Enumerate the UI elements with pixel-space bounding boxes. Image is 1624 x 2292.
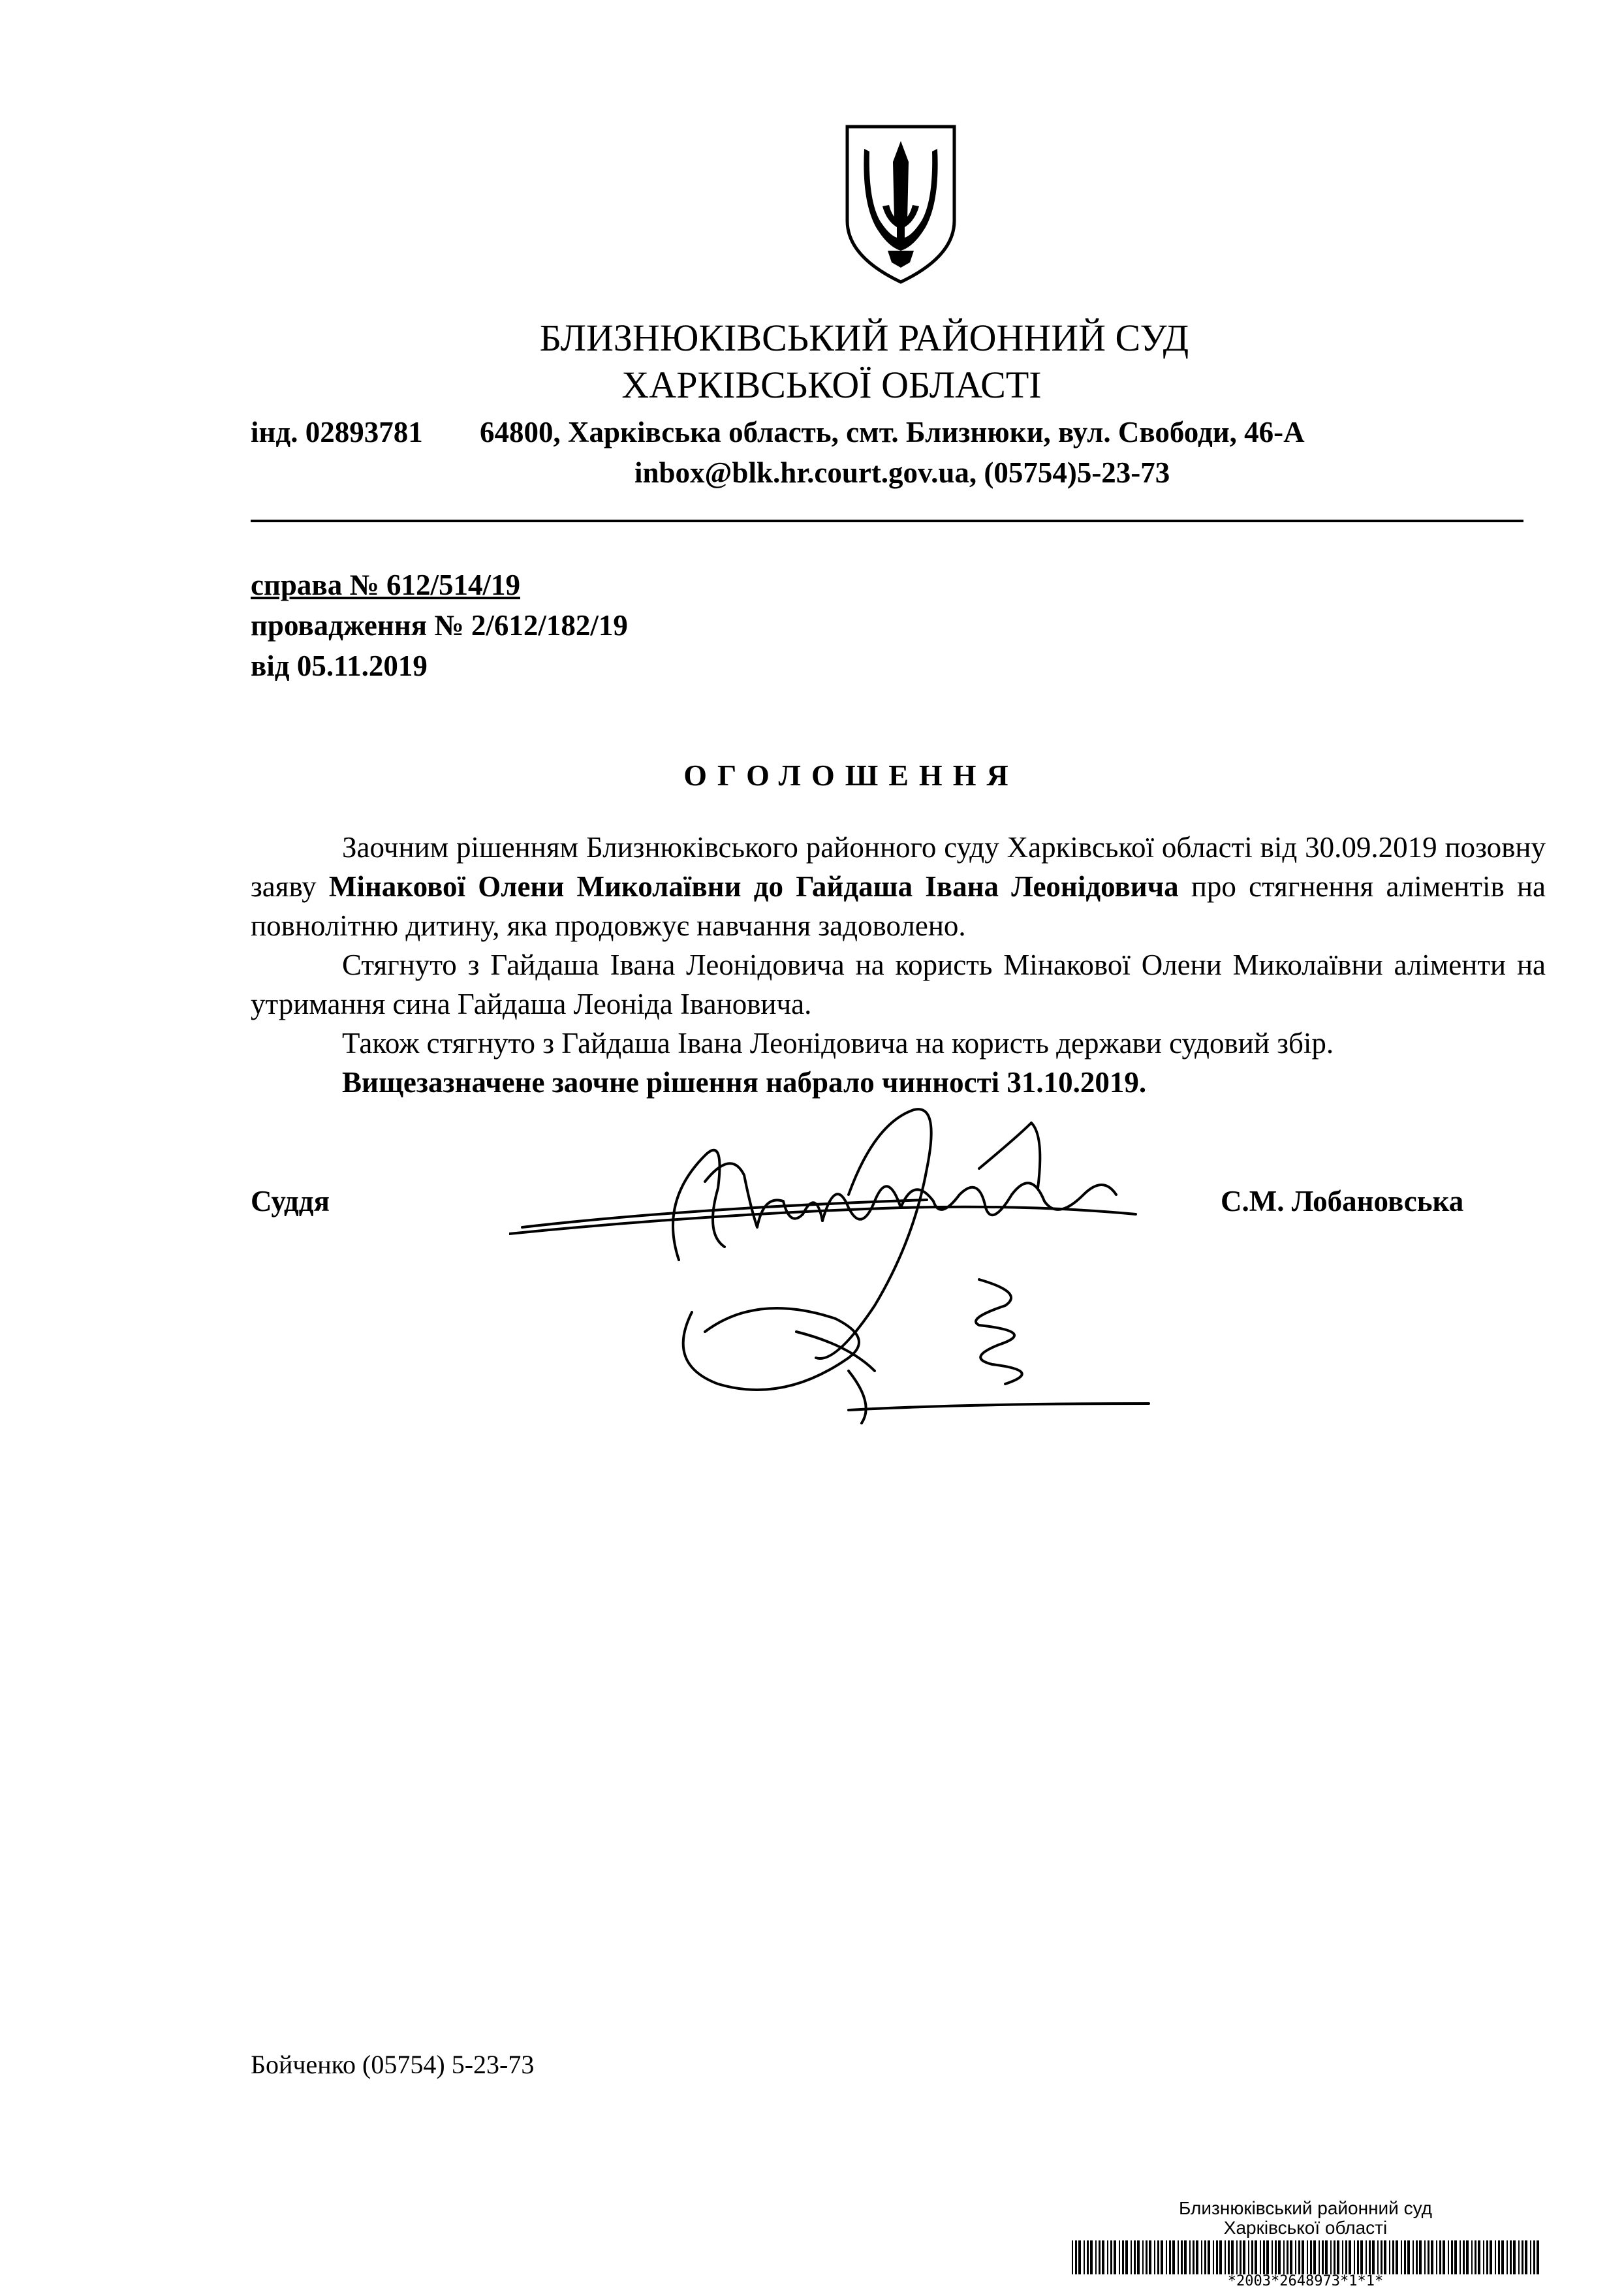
barcode-number: *2003*2648973*1*1*: [1227, 2273, 1384, 2289]
paragraph-2: Стягнуто з Гайдаша Івана Леонідовича на користь Мінакової Олени Миколаївни аліменти на утримання сина Гайдаша Леоніда Івановича.: [251, 949, 1546, 1020]
coat-of-arms-icon: [842, 123, 960, 286]
paragraph-1: [251, 828, 1546, 945]
court-address: 64800, Харківська область, смт. Близнюки, вул. Свободи, 46-А: [480, 416, 1305, 448]
paragraph-4: Вищезазначене заочне рішення набрало чинності 31.10.2019.: [342, 1066, 1147, 1099]
parties: Мінакової Олени Миколаївни до Гайдаша Івана Леонідовича: [328, 870, 1179, 903]
stamp-line2: Харківської області: [1223, 2218, 1388, 2238]
signer-name: С.М. Лобановська: [1221, 1185, 1464, 1217]
paragraph-1-end: про стягнення аліментів на повнолітню дитину, яка продовжує навчання задоволено.: [251, 870, 1546, 942]
proceeding-number: провадження № 2/612/182/19: [251, 609, 628, 642]
registry-stamp: [1070, 2199, 1540, 2238]
header-divider: [251, 520, 1523, 522]
court-contact: inbox@blk.hr.court.gov.ua, (05754)5-23-73: [634, 456, 1170, 489]
barcode-icon: [1070, 2240, 1540, 2274]
paragraph-3: Також стягнуто з Гайдаша Івана Леонідовича на користь держави судовий збір.: [342, 1027, 1334, 1060]
announcement-body: [251, 828, 1546, 1102]
paragraph-1-start: Заочним рішенням Близнюківського районного суду Харківської області від 30.09.2019 позовну заяву: [251, 831, 1546, 903]
document-title: ОГОЛОШЕННЯ: [683, 759, 1019, 792]
executor-contact: Бойченко (05754) 5-23-73: [251, 2050, 535, 2079]
document-date: від 05.11.2019: [251, 650, 428, 682]
court-name-line2: ХАРКІВСЬКОЇ ОБЛАСТІ: [621, 364, 1042, 406]
stamp-line1: Близнюківський районний суд: [1178, 2198, 1433, 2218]
case-number: справа № 612/514/19: [251, 569, 520, 601]
court-name-line1: БЛИЗНЮКІВСЬКИЙ РАЙОННИЙ СУД: [539, 317, 1189, 359]
signer-role: Суддя: [251, 1185, 330, 1217]
handwritten-signature: [509, 1097, 1175, 1436]
court-index: інд. 02893781: [251, 416, 423, 448]
